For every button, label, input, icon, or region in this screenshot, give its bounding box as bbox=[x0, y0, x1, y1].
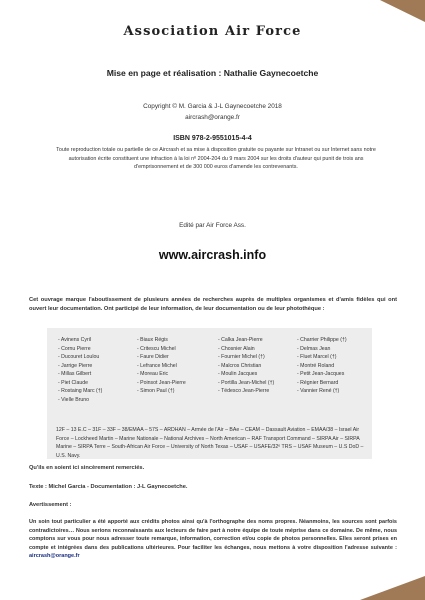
credit-name: - Faure Didier bbox=[137, 354, 169, 361]
credit-name: - Biaux Régis bbox=[137, 337, 168, 343]
credits-column-4 bbox=[297, 336, 347, 396]
credit-name: - Vielle Bruno bbox=[58, 396, 90, 403]
layout-credit: Mise en page et réalisation : Nathalie Gaynecoetche bbox=[106, 68, 319, 78]
intro-paragraph: Cet ouvrage marque l'aboutissement de plusieurs années de recherches auprès de multiples organismes et d'amis fidèles qui ont ouvert leur documentation. Ont participé de leur information, de leur documentation ou de leur photothèque : bbox=[29, 297, 397, 312]
credit-name: - Millas Gilbert bbox=[58, 371, 92, 378]
credit-name: - Jarrige Pierre bbox=[58, 362, 93, 369]
credit-name: - Petit Jean-Jacques bbox=[297, 371, 345, 378]
credits-column-1 bbox=[58, 336, 102, 404]
credit-name: - Fluet Marcel (†) bbox=[297, 354, 337, 361]
credit-name: - Rostaing Marc (†) bbox=[58, 388, 103, 395]
thanks-line: Qu'ils en soient ici sincèrement remerciés. bbox=[29, 465, 145, 471]
credit-name: - Poinsot Jean-Pierre bbox=[137, 379, 186, 386]
credit-name: - Delmas Jean bbox=[297, 345, 331, 352]
credit-name: - Tédesco Jean-Pierre bbox=[218, 388, 270, 395]
warning-text: Un soin tout particulier a été apporté aux crédits photos ainsi qu'à l'orthographe des noms propres. Néanmoins, les sources sont parfois contradictoires… Nous serions reconnaissants aux lecteurs de faire part à notre équipe de toute méprise dans ce domaine. De même, nous comptons sur vous pour nous adresser toute remarque, information, correction et/ou copie de photos personnelles. Elles seront prises en compte et intégrées dans des publications ultérieures. Pour faciliter les échanges, nous mettons à votre disposition l'adresse suivante : bbox=[29, 519, 397, 551]
credits-column-2 bbox=[137, 336, 186, 396]
warning-email-link[interactable]: aircrash@orange.fr bbox=[29, 553, 80, 559]
credit-name: - Piet Claude bbox=[58, 379, 88, 386]
credit-name: - Vannier René (†) bbox=[297, 388, 340, 395]
credit-name: - Cornu Pierre bbox=[58, 345, 91, 352]
copyright-line: Copyright © M. Garcia & J-L Gaynecoetche 2018 bbox=[143, 103, 282, 110]
website-url[interactable]: www.aircrash.info bbox=[158, 248, 267, 262]
credit-name: - Régnier Bernard bbox=[297, 379, 339, 386]
isbn: ISBN 978-2-9551015-4-4 bbox=[173, 135, 252, 142]
text-credit: Texte : Michel Garcia - Documentation : J-L Gaynecoetche. bbox=[29, 484, 188, 490]
credit-name: - Chosnier Alain bbox=[218, 345, 255, 352]
credits-column-3 bbox=[218, 336, 274, 396]
credit-name: - Lefrance Michel bbox=[137, 362, 177, 369]
document-title: Association Air Force bbox=[123, 24, 302, 39]
credits-organizations: 12F – 13 E.C – 31F – 33F – 38/EMAA – 57S – ARDHAN – Armée de l'Air – BAe – CEAM – Dassault Aviation – EMAA/38 – Israel Air Force – Lockheed Martin – Marine Nationale – National Archives – North American – RAF Transport Command – SIRPA Air – SIRPA Marine – SIRPA Terre – South-African Air Force – University of North Texas – USAF – USAFE/32ᵉ TRS – USAF Museum – U.S DoD – U.S. Navy. bbox=[56, 427, 364, 459]
credit-name: - Moulin Jacques bbox=[218, 371, 258, 378]
credit-name: - Ducouret Loulou bbox=[58, 354, 100, 361]
credit-name: - Critescu Michel bbox=[137, 345, 176, 352]
credit-name: - Calka Jean-Pierre bbox=[218, 337, 263, 343]
publisher: Edité par Air Force Ass. bbox=[179, 222, 246, 229]
warning-label: Avertissement : bbox=[29, 502, 72, 508]
credit-name: - Simon Paul (†) bbox=[137, 388, 175, 395]
copyright-email: aircrash@orange.fr bbox=[185, 114, 240, 121]
credit-name: - Malcros Christian bbox=[218, 362, 262, 369]
credit-name: - Moreau Eric bbox=[137, 371, 169, 378]
credit-name: - Montré Roland bbox=[297, 362, 335, 369]
copyright-block bbox=[0, 101, 425, 123]
credit-name: - Charrier Philippe (†) bbox=[297, 337, 347, 343]
credit-name: - Fournier Michel (†) bbox=[218, 354, 265, 361]
credit-name: - Avinens Cyril bbox=[58, 337, 92, 343]
credit-name: - Portilla Jean-Michel (†) bbox=[218, 379, 275, 386]
legal-notice: Toute reproduction totale ou partielle de ce Aircrash et sa mise à disposition gratuite ou payante sur Intranet ou sur Internet sans notre autorisation écrite constituent une infraction à la loi nº 2004-204 du 9 mars 2004 sur les droits d'auteur qui punit de trois ans d'emprisonnement et de 300 000 euros d'amende les contrevenants. bbox=[56, 147, 376, 171]
warning-paragraph bbox=[29, 518, 397, 561]
